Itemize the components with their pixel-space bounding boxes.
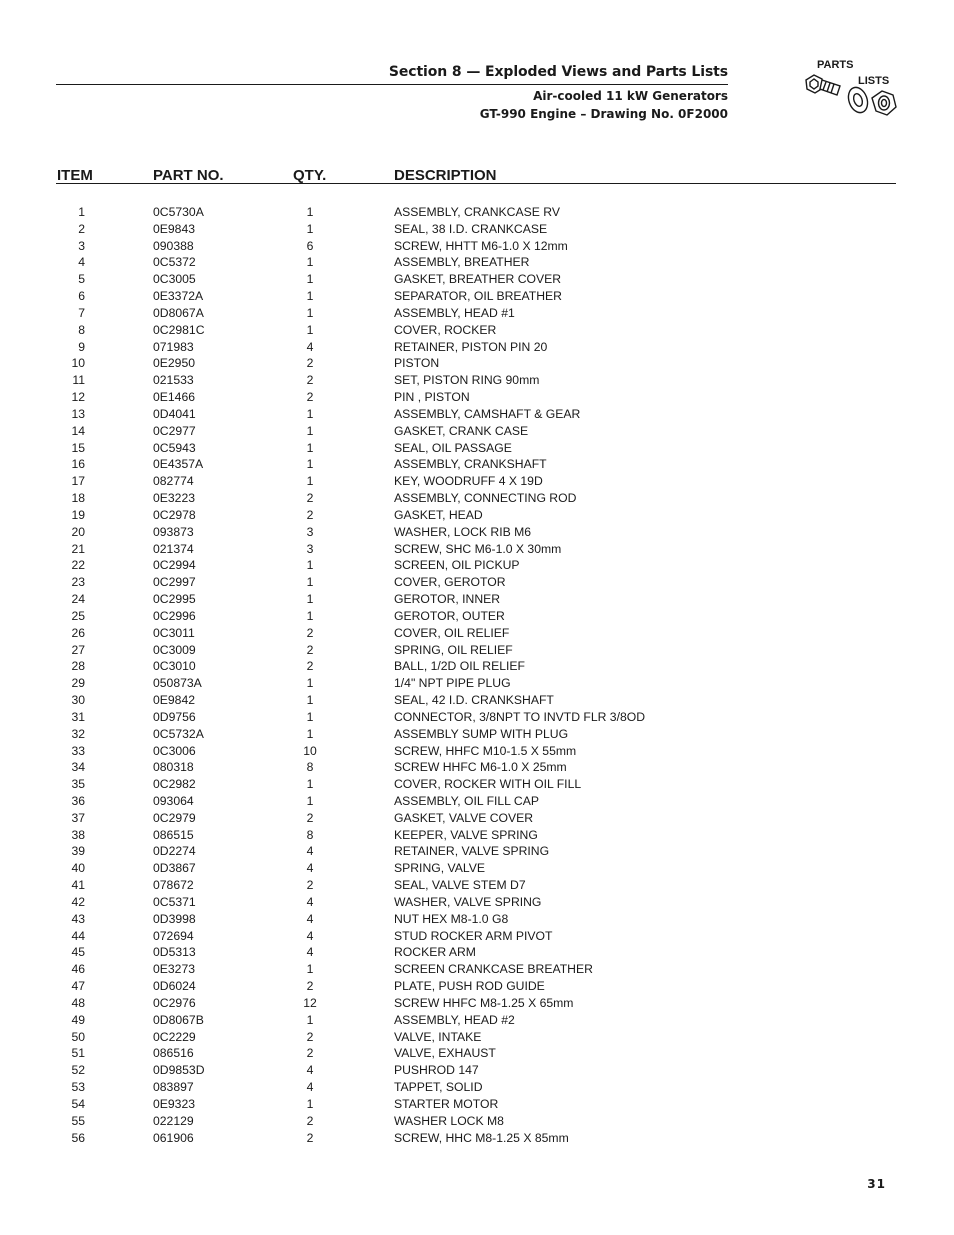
row-description: ASSEMBLY SUMP WITH PLUG	[394, 726, 569, 741]
row-item-number: 41	[71, 878, 85, 893]
row-item-number: 30	[71, 693, 85, 708]
row-part-number: 0E3273	[153, 962, 196, 977]
row-description: SEPARATOR, OIL BREATHER	[394, 289, 562, 304]
row-part-number: 0C2978	[153, 507, 196, 522]
row-part-number: 0C3005	[153, 272, 196, 287]
row-item-number: 8	[78, 322, 85, 337]
row-quantity: 4	[306, 1063, 314, 1078]
row-part-number: 0C2979	[153, 810, 196, 825]
row-item-number: 44	[71, 928, 85, 943]
row-part-number: 021533	[153, 373, 194, 388]
row-part-number: 021374	[153, 541, 194, 556]
row-description: SEAL, OIL PASSAGE	[394, 440, 512, 455]
row-item-number: 29	[71, 676, 85, 691]
row-item-number: 49	[71, 1012, 85, 1027]
row-part-number: 0C3006	[153, 743, 196, 758]
row-item-number: 47	[71, 979, 85, 994]
table-row	[0, 490, 954, 507]
row-part-number: 078672	[153, 878, 194, 893]
row-item-number: 25	[71, 608, 85, 623]
row-item-number: 33	[71, 743, 85, 758]
row-part-number: 0D4041	[153, 406, 196, 421]
row-item-number: 4	[78, 255, 85, 270]
table-row	[0, 928, 954, 945]
table-row	[0, 1079, 954, 1096]
row-item-number: 5	[78, 272, 85, 287]
row-description: RETAINER, PISTON PIN 20	[394, 339, 548, 354]
row-part-number: 0E4357A	[153, 457, 204, 472]
row-description: ASSEMBLY, OIL FILL CAP	[394, 793, 539, 808]
row-item-number: 36	[71, 793, 85, 808]
row-quantity: 1	[306, 726, 314, 741]
row-part-number: 0C3011	[153, 625, 195, 640]
row-item-number: 16	[71, 457, 85, 472]
row-item-number: 31	[71, 709, 85, 724]
row-quantity: 4	[306, 1080, 314, 1095]
header-rule	[56, 84, 728, 85]
table-row	[0, 591, 954, 608]
row-item-number: 12	[71, 390, 85, 405]
row-description: CONNECTOR, 3/8NPT TO INVTD FLR 3/8OD	[394, 709, 646, 724]
table-row	[0, 608, 954, 625]
table-row	[0, 221, 954, 238]
table-row	[0, 288, 954, 305]
row-description: PIN , PISTON	[394, 390, 470, 405]
parts-lists-badge-icon	[800, 55, 900, 133]
row-quantity: 6	[306, 238, 314, 253]
row-item-number: 17	[71, 474, 85, 489]
row-description: COVER, ROCKER	[394, 322, 497, 337]
row-description: WASHER LOCK M8	[394, 1113, 504, 1128]
row-quantity: 2	[306, 356, 314, 371]
table-row	[0, 1062, 954, 1079]
row-item-number: 52	[71, 1063, 85, 1078]
table-row	[0, 541, 954, 558]
table-row	[0, 1113, 954, 1130]
row-quantity: 1	[306, 272, 314, 287]
row-part-number: 0C3010	[153, 659, 196, 674]
row-quantity: 1	[306, 962, 314, 977]
row-quantity: 4	[306, 339, 314, 354]
row-description: SET, PISTON RING 90mm	[394, 373, 540, 388]
row-description: SEAL, 42 I.D. CRANKSHAFT	[394, 693, 554, 708]
row-part-number: 050873A	[153, 676, 202, 691]
row-quantity: 8	[306, 827, 314, 842]
row-item-number: 55	[71, 1113, 85, 1128]
row-part-number: 0C2996	[153, 608, 196, 623]
parts-list-table	[0, 204, 954, 1146]
row-quantity: 1	[306, 423, 314, 438]
row-part-number: 0C2994	[153, 558, 196, 573]
table-row	[0, 204, 954, 221]
row-part-number: 0E1466	[153, 390, 196, 405]
row-part-number: 083897	[153, 1080, 194, 1095]
row-description: WASHER, VALVE SPRING	[394, 894, 542, 909]
row-quantity: 2	[306, 1130, 314, 1145]
row-quantity: 1	[306, 693, 314, 708]
row-part-number: 0C2997	[153, 575, 196, 590]
column-header-part-no: PART NO.	[153, 167, 224, 184]
row-part-number: 0C5730A	[153, 205, 204, 219]
row-quantity: 4	[306, 911, 314, 926]
row-item-number: 43	[71, 911, 85, 926]
row-description: ASSEMBLY, CAMSHAFT & GEAR	[394, 406, 581, 421]
row-item-number: 45	[71, 945, 85, 960]
row-item-number: 19	[71, 507, 85, 522]
row-part-number: 093873	[153, 524, 194, 539]
table-row	[0, 776, 954, 793]
row-item-number: 37	[71, 810, 85, 825]
row-description: SCREW, HHFC M10-1.5 X 55mm	[394, 743, 577, 758]
row-description: RETAINER, VALVE SPRING	[394, 844, 550, 859]
row-description: STUD ROCKER ARM PIVOT	[394, 928, 553, 943]
row-item-number: 18	[71, 491, 85, 506]
row-part-number: 086516	[153, 1046, 194, 1061]
table-row	[0, 355, 954, 372]
row-quantity: 3	[306, 524, 314, 539]
row-quantity: 1	[306, 457, 314, 472]
row-part-number: 0C2995	[153, 592, 196, 607]
table-row	[0, 759, 954, 776]
row-item-number: 13	[71, 406, 85, 421]
row-part-number: 090388	[153, 238, 194, 253]
table-row	[0, 877, 954, 894]
row-description: COVER, GEROTOR	[394, 575, 506, 590]
row-description: ASSEMBLY, HEAD #2	[394, 1012, 515, 1027]
row-item-number: 35	[71, 777, 85, 792]
table-row	[0, 1012, 954, 1029]
column-header-rule	[56, 183, 896, 184]
table-row	[0, 238, 954, 255]
row-item-number: 39	[71, 844, 85, 859]
row-part-number: 093064	[153, 793, 194, 808]
column-header-description: DESCRIPTION	[394, 167, 497, 184]
table-row	[0, 978, 954, 995]
row-part-number: 080318	[153, 760, 194, 775]
row-description: PUSHROD 147	[394, 1063, 479, 1078]
table-row	[0, 658, 954, 675]
row-quantity: 1	[306, 322, 314, 337]
row-description: COVER, OIL RELIEF	[394, 625, 510, 640]
row-description: TAPPET, SOLID	[394, 1080, 483, 1095]
row-quantity: 4	[306, 945, 314, 960]
row-part-number: 0E3372A	[153, 289, 204, 304]
row-description: ASSEMBLY, HEAD #1	[394, 305, 515, 320]
row-item-number: 28	[71, 659, 85, 674]
table-row	[0, 406, 954, 423]
row-quantity: 3	[306, 541, 314, 556]
row-quantity: 1	[306, 777, 314, 792]
table-row	[0, 843, 954, 860]
row-part-number: 0D8067B	[153, 1012, 204, 1027]
row-part-number: 061906	[153, 1130, 194, 1145]
row-quantity: 12	[303, 995, 317, 1010]
row-description: WASHER, LOCK RIB M6	[394, 524, 532, 539]
row-item-number: 48	[71, 995, 85, 1010]
column-header-item: ITEM	[57, 167, 93, 184]
row-item-number: 1	[78, 205, 85, 219]
table-row	[0, 726, 954, 743]
row-item-number: 7	[78, 305, 85, 320]
table-row	[0, 254, 954, 271]
row-quantity: 2	[306, 390, 314, 405]
table-row	[0, 625, 954, 642]
table-row	[0, 894, 954, 911]
row-item-number: 53	[71, 1080, 85, 1095]
row-quantity: 1	[306, 289, 314, 304]
row-part-number: 0D5313	[153, 945, 196, 960]
row-item-number: 46	[71, 962, 85, 977]
row-quantity: 2	[306, 373, 314, 388]
row-item-number: 6	[78, 289, 85, 304]
row-description: SCREEN CRANKCASE BREATHER	[394, 962, 593, 977]
row-quantity: 2	[306, 1029, 314, 1044]
row-quantity: 1	[306, 440, 314, 455]
row-part-number: 0D8067A	[153, 305, 204, 320]
row-quantity: 1	[306, 592, 314, 607]
row-part-number: 0C5372	[153, 255, 196, 270]
row-quantity: 1	[306, 676, 314, 691]
row-part-number: 0D2274	[153, 844, 196, 859]
row-item-number: 40	[71, 861, 85, 876]
table-row	[0, 372, 954, 389]
row-description: BALL, 1/2D OIL RELIEF	[394, 659, 525, 674]
row-item-number: 50	[71, 1029, 85, 1044]
table-row	[0, 793, 954, 810]
row-part-number: 0C2976	[153, 995, 196, 1010]
row-item-number: 15	[71, 440, 85, 455]
row-quantity: 2	[306, 810, 314, 825]
row-quantity: 1	[306, 305, 314, 320]
row-part-number: 0D9853D	[153, 1063, 205, 1078]
table-row	[0, 423, 954, 440]
row-item-number: 3	[78, 238, 85, 253]
row-item-number: 32	[71, 726, 85, 741]
row-item-number: 54	[71, 1096, 85, 1111]
row-quantity: 8	[306, 760, 314, 775]
document-subtitle-drawing: GT-990 Engine – Drawing No. 0F2000	[479, 107, 728, 121]
row-quantity: 1	[306, 558, 314, 573]
row-part-number: 0E2950	[153, 356, 196, 371]
row-part-number: 0C2981C	[153, 322, 205, 337]
row-part-number: 0D6024	[153, 979, 196, 994]
row-quantity: 1	[306, 793, 314, 808]
table-row	[0, 339, 954, 356]
table-row	[0, 675, 954, 692]
row-description: GASKET, CRANK CASE	[394, 423, 529, 438]
table-row	[0, 961, 954, 978]
row-quantity: 2	[306, 979, 314, 994]
row-description: 1/4" NPT PIPE PLUG	[394, 676, 511, 691]
row-item-number: 38	[71, 827, 85, 842]
column-header-qty: QTY.	[293, 167, 327, 184]
row-quantity: 4	[306, 928, 314, 943]
row-description: PISTON	[394, 356, 440, 371]
row-description: COVER, ROCKER WITH OIL FILL	[394, 777, 582, 792]
row-quantity: 10	[303, 743, 317, 758]
row-description: GASKET, VALVE COVER	[394, 810, 534, 825]
table-row	[0, 1029, 954, 1046]
row-item-number: 51	[71, 1046, 85, 1061]
table-row	[0, 944, 954, 961]
row-quantity: 2	[306, 659, 314, 674]
table-row	[0, 642, 954, 659]
row-quantity: 2	[306, 625, 314, 640]
row-description: STARTER MOTOR	[394, 1096, 499, 1111]
row-item-number: 34	[71, 760, 85, 775]
row-quantity: 1	[306, 406, 314, 421]
row-description: SEAL, 38 I.D. CRANKCASE	[394, 221, 548, 236]
row-part-number: 0E9843	[153, 221, 196, 236]
row-description: GEROTOR, OUTER	[394, 608, 505, 623]
table-row	[0, 860, 954, 877]
table-row	[0, 456, 954, 473]
row-item-number: 22	[71, 558, 85, 573]
row-description: ASSEMBLY, BREATHER	[394, 255, 530, 270]
row-description: NUT HEX M8-1.0 G8	[394, 911, 509, 926]
row-quantity: 1	[306, 608, 314, 623]
washer-icon	[845, 85, 871, 116]
row-quantity: 1	[306, 205, 314, 219]
row-item-number: 14	[71, 423, 85, 438]
row-description: GASKET, HEAD	[394, 507, 483, 522]
row-description: SCREW HHFC M8-1.25 X 65mm	[394, 995, 574, 1010]
row-part-number: 022129	[153, 1113, 194, 1128]
row-description: GASKET, BREATHER COVER	[394, 272, 562, 287]
document-subtitle-product: Air-cooled 11 kW Generators	[533, 89, 728, 103]
table-row	[0, 1130, 954, 1147]
row-item-number: 2	[78, 221, 85, 236]
row-quantity: 1	[306, 709, 314, 724]
row-part-number: 086515	[153, 827, 194, 842]
table-row	[0, 827, 954, 844]
row-description: ASSEMBLY, CRANKCASE RV	[394, 205, 560, 219]
row-quantity: 2	[306, 1113, 314, 1128]
row-quantity: 1	[306, 1096, 314, 1111]
row-quantity: 2	[306, 642, 314, 657]
row-item-number: 56	[71, 1130, 85, 1145]
row-part-number: 0C5371	[153, 894, 196, 909]
row-part-number: 0C2977	[153, 423, 196, 438]
row-description: GEROTOR, INNER	[394, 592, 501, 607]
row-quantity: 4	[306, 844, 314, 859]
table-row	[0, 574, 954, 591]
row-part-number: 0E9842	[153, 693, 196, 708]
bolt-icon	[806, 75, 840, 95]
row-description: ASSEMBLY, CRANKSHAFT	[394, 457, 547, 472]
row-item-number: 26	[71, 625, 85, 640]
row-part-number: 082774	[153, 474, 194, 489]
row-description: ASSEMBLY, CONNECTING ROD	[394, 491, 577, 506]
table-row	[0, 473, 954, 490]
table-row	[0, 305, 954, 322]
table-row	[0, 692, 954, 709]
table-row	[0, 1096, 954, 1113]
row-part-number: 0C5943	[153, 440, 196, 455]
row-item-number: 20	[71, 524, 85, 539]
row-item-number: 24	[71, 592, 85, 607]
row-part-number: 0E9323	[153, 1096, 196, 1111]
table-row	[0, 389, 954, 406]
section-title: Section 8 — Exploded Views and Parts Lists	[388, 64, 728, 80]
row-quantity: 4	[306, 861, 314, 876]
row-item-number: 21	[71, 541, 85, 556]
table-row	[0, 524, 954, 541]
row-description: VALVE, INTAKE	[394, 1029, 482, 1044]
row-item-number: 11	[72, 373, 85, 388]
row-description: SPRING, OIL RELIEF	[394, 642, 513, 657]
table-row	[0, 557, 954, 574]
row-quantity: 2	[306, 1046, 314, 1061]
row-description: SCREW, SHC M6-1.0 X 30mm	[394, 541, 562, 556]
badge-word-lists: LISTS	[858, 75, 890, 87]
table-row	[0, 1045, 954, 1062]
row-description: KEY, WOODRUFF 4 X 19D	[394, 474, 543, 489]
row-description: SCREW HHFC M6-1.0 X 25mm	[394, 760, 567, 775]
row-part-number: 072694	[153, 928, 194, 943]
table-row	[0, 322, 954, 339]
row-quantity: 1	[306, 221, 314, 236]
row-quantity: 2	[306, 878, 314, 893]
row-part-number: 0C2982	[153, 777, 196, 792]
table-row	[0, 440, 954, 457]
table-row	[0, 709, 954, 726]
row-description: SPRING, VALVE	[394, 861, 485, 876]
table-row	[0, 995, 954, 1012]
row-description: PLATE, PUSH ROD GUIDE	[394, 979, 545, 994]
table-row	[0, 743, 954, 760]
row-description: VALVE, EXHAUST	[394, 1046, 496, 1061]
row-part-number: 0C2229	[153, 1029, 196, 1044]
page-number: 31	[867, 1177, 886, 1191]
table-row	[0, 911, 954, 928]
table-row	[0, 271, 954, 288]
row-description: SCREW, HHC M8-1.25 X 85mm	[394, 1130, 569, 1145]
row-item-number: 10	[71, 356, 85, 371]
row-quantity: 4	[306, 894, 314, 909]
row-quantity: 1	[306, 575, 314, 590]
row-part-number: 0C5732A	[153, 726, 204, 741]
row-part-number: 0E3223	[153, 491, 196, 506]
row-item-number: 9	[78, 339, 85, 354]
row-quantity: 2	[306, 507, 314, 522]
row-part-number: 0C3009	[153, 642, 196, 657]
row-description: SCREEN, OIL PICKUP	[394, 558, 520, 573]
row-item-number: 42	[71, 894, 85, 909]
row-part-number: 0D3867	[153, 861, 196, 876]
row-description: KEEPER, VALVE SPRING	[394, 827, 538, 842]
row-quantity: 1	[306, 1012, 314, 1027]
row-quantity: 2	[306, 491, 314, 506]
row-part-number: 0D9756	[153, 709, 196, 724]
row-quantity: 1	[306, 255, 314, 270]
badge-word-parts: PARTS	[817, 59, 854, 71]
row-description: ROCKER ARM	[394, 945, 476, 960]
row-quantity: 1	[306, 474, 314, 489]
row-item-number: 23	[71, 575, 85, 590]
row-description: SEAL, VALVE STEM D7	[394, 878, 526, 893]
nut-icon	[872, 91, 896, 115]
table-row	[0, 507, 954, 524]
table-row	[0, 810, 954, 827]
row-item-number: 27	[71, 642, 85, 657]
row-description: SCREW, HHTT M6-1.0 X 12mm	[394, 238, 568, 253]
row-part-number: 071983	[153, 339, 194, 354]
row-part-number: 0D3998	[153, 911, 196, 926]
